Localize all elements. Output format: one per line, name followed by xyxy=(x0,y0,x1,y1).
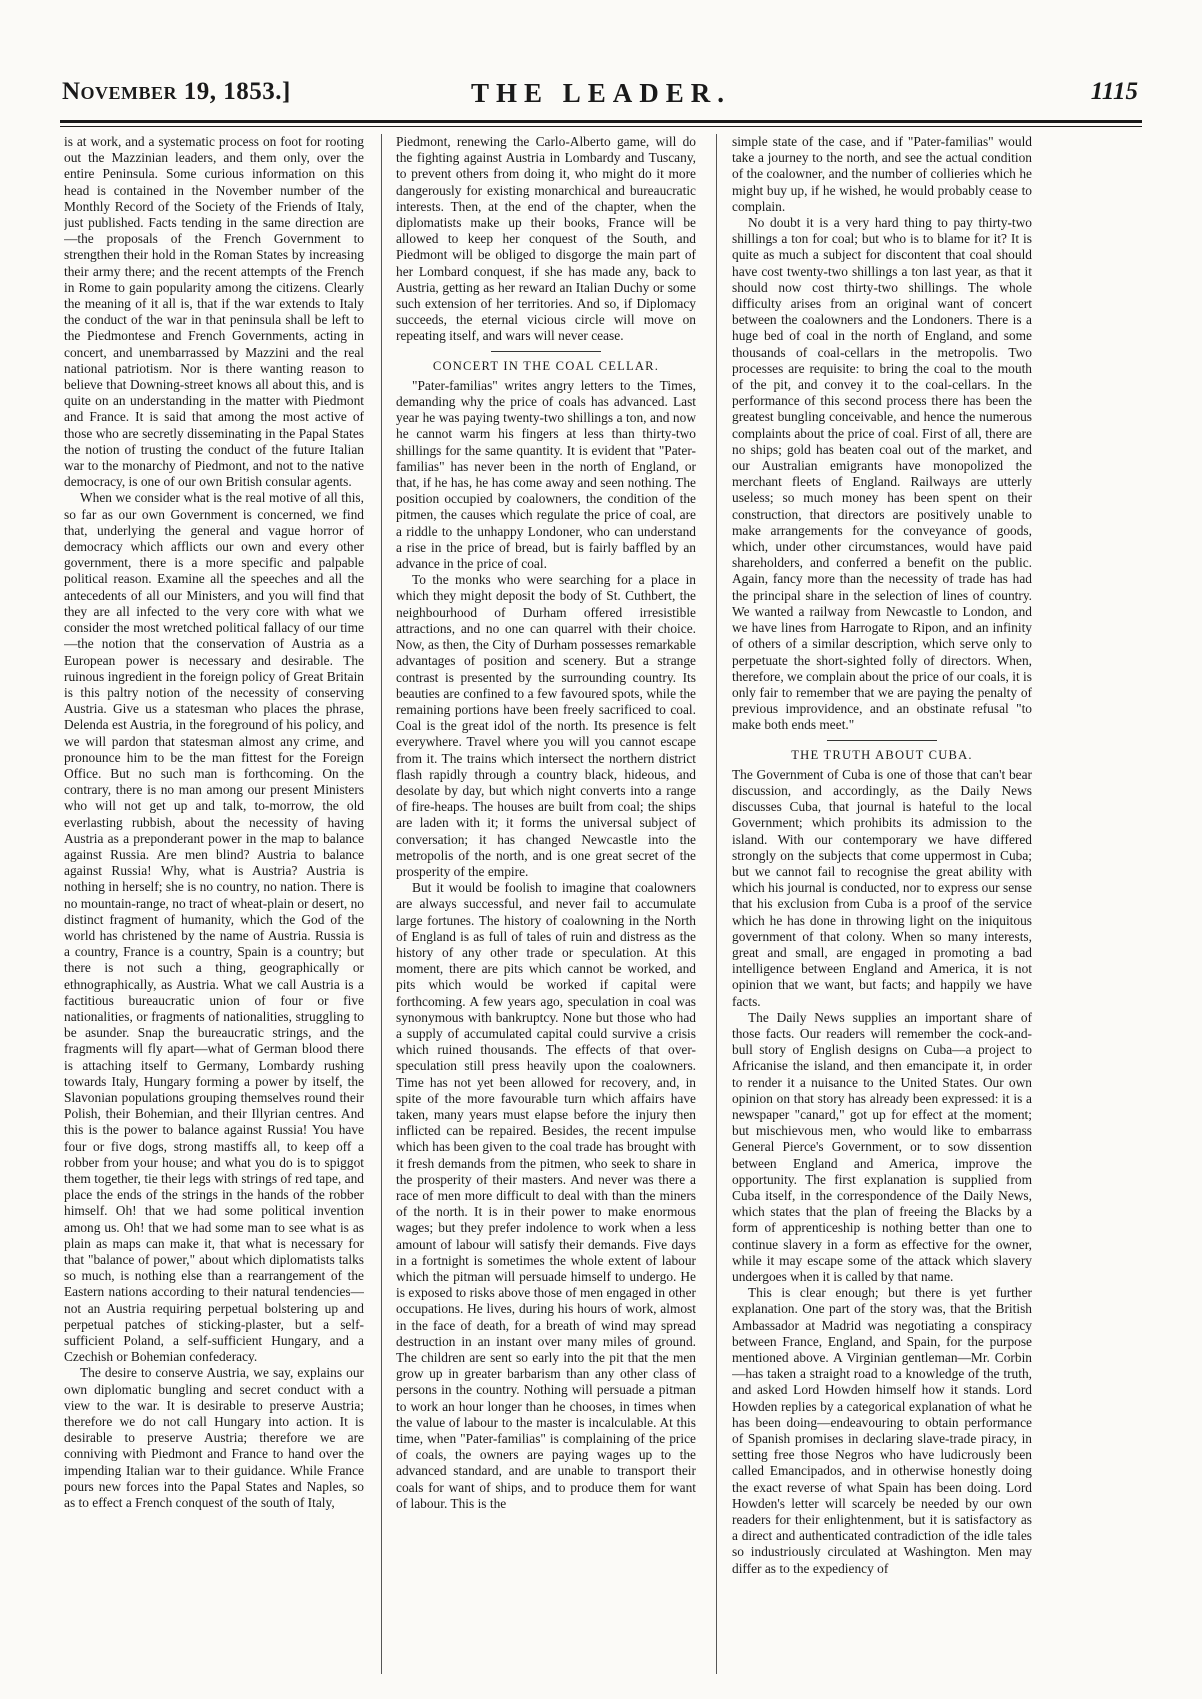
column-divider xyxy=(381,134,382,1674)
masthead-rule-thick xyxy=(60,120,1142,123)
paragraph: When we consider what is the real motive of all this, so far as our own Government is concerned, we find that, underlying the general and vague horror of democracy which afflicts our own and every other government, there is a more specific and palpable political reason. Examine all the speeches and all the antecedents of all our Ministers, and you will find that they are all infected to the very core with what we consider the most wretched political fallacy of our time—the notion that the conservation of Austria as a European power is necessary and desirable. The ruinous ingredient in the foreign policy of Great Britain is this paltry notion of the necessity of conserving Austria. Give us a statesman who places the phrase, Delenda est Austria, in the foreground of his policy, and we will pardon that statesman almost any crime, and pronounce him to be the man fittest for the Foreign Office. But no such man is forthcoming. On the contrary, there is no man among our present Ministers who will not get up and talk, to-morrow, the old everlasting rubbish, about the necessity of having Austria as a preponderant power in the map to balance against Russia. Are men blind? Austria to balance against Russia! Why, what is Austria? Austria is nothing in herself; she is no country, no nation. There is no mountain-range, no tract of wheat-plain or desert, no distinct fragment of humanity, which the God of the world has christened by the name of Austria. Russia is a country, France is a country, Spain is a country; but there is not such a thing, geographically or ethnographically, as Austria. What we call Austria is a factitious bureaucratic union of four or five nationalities, or fragments of nationalities, struggling to be asunder. Snap the bureaucratic strings, and the fragments will fly apart—what of German blood there is attaching itself to Germany, Lombardy rushing towards Italy, Hungary forming a power by itself, the Slavonian populations grouping themselves round their Polish, their Bohemian, and their Illyrian centres. And this is the power to balance against Russia! You have four or five dogs, strong mastiffs all, to keep off a robber from your house; and what you do is to spiggot them together, tie their legs with strings of red tape, and place the ends of the strings in the hands of the robber himself. Oh! that we had some political invention among us. Oh! that we had some man to see what is as plain as maps can make it, that what is necessary for that "balance of power," about which diplomatists talks so much, is nothing else than a rearrangement of the Eastern nations according to their natural tendencies—not an Austria requiring perpetual bolstering up and perpetual patches of sticking-plaster, but a self-sufficient Poland, a self-sufficient Hungary, and a Czechish or Bohemian confederacy. xyxy=(64,490,364,1365)
paragraph: This is clear enough; but there is yet further explanation. One part of the story was, that the British Ambassador at Madrid was negotiating a conspiracy between France, England, and Spain, for the purpose mentioned above. A Virginian gentleman—Mr. Corbin—has taken a straight road to a knowledge of the truth, and asked Lord Howden himself how it stands. Lord Howden replies by a categorical explanation of what he has been doing—endeavouring to obtain performance of Spanish promises in declaring slave-trade piracy, in setting free those Negros who have ludicrously been called Emancipados, and in otherwise honestly doing the exact reverse of what Spain has been doing. Lord Howden's letter will scarcely be needed by our own readers for their enlightenment, but it is satisfactory as a direct and authenticated contradiction of the idle tales so industriously circulated at Washington. Men may differ as to the expediency of xyxy=(732,1285,1032,1576)
paragraph: Piedmont, renewing the Carlo-Alberto game, will do the fighting against Austria in Lombardy and Tuscany, to prevent others from doing it, who might do it more dangerously for existing monarchical and bureaucratic interests. Then, at the end of the chapter, when the diplomatists make up their books, France will be allowed to keep her conquest of the South, and Piedmont will be obliged to disgorge the main part of her Lombard conquest, if she has made any, back to Austria, getting as her reward an Italian Duchy or some such extension of her territories. And so, if Diplomacy succeeds, the eternal vicious circle will move on repeating itself, and wars will never cease. xyxy=(396,134,696,344)
masthead xyxy=(60,78,1142,114)
paragraph: No doubt it is a very hard thing to pay thirty-two shillings a ton for coal; but who is to blame for it? It is quite as much a subject for discontent that coal should have cost twenty-two shillings a ton last year, as that it should now cost thirty-two shillings. The whole difficulty arises from an original want of concert between the coalowners and the Londoners. There is a huge bed of coal in the north of England, and some thousands of coal-cellars in the metropolis. Two processes are requisite: to bring the coal to the mouth of the pit, and convey it to the coal-cellars. In the performance of this second process there has been the greatest bungling conceivable, and hence the numerous complaints about the price of coal. First of all, there are no ships; gold has beaten coal out of the market, and our Australian emigrants have monopolized the merchant fleets of England. Railways are utterly useless; so much money has been spent on their construction, that directors are positively unable to make arrangements for the conveyance of goods, which, under other circumstances, would have paid shareholders, and conferred a benefit on the public. Again, fancy more than the necessity of trade has had the principal share in the selection of lines of country. We wanted a railway from Newcastle to London, and we have lines from Harrogate to Ripon, and an infinity of others of a similar description, which serve only to perpetuate the short-sighted folly of directors. When, therefore, we complain about the price of our coals, it is only fair to remember that we are paying the penalty of previous improvidence, and an obstinate refusal "to make both ends meet." xyxy=(732,215,1032,733)
paragraph: is at work, and a systematic process on foot for rooting out the Mazzinian leaders, and them only, over the entire Peninsula. Some curious information on this head is contained in the November number of the Monthly Record of the Society of the Friends of Italy, just published. Facts tending in the same direction are—the proposals of the French Government to strengthen their hold in the Roman States by increasing their army there; and the recent attempts of the French in Rome to gain popularity among the citizens. Clearly the meaning of it all is, that if the war extends to Italy the conduct of the war in that peninsula shall be left to the Piedmontese and French Governments, acting in concert, and unembarrassed by Mazzini and the real national patriotism. Nor is there wanting reason to believe that Downing-street knows all about this, and is quite on an understanding in the matter with Piedmont and France. It is said that among the most active of those who are secretly disseminating in the Papal States the notion of trusting the conduct of the future Italian war to the monarchy of Piedmont, and not to the native democracy, is one of our own British consular agents. xyxy=(64,134,364,490)
column-divider xyxy=(716,134,717,1674)
masthead-rule-thin xyxy=(60,126,1142,127)
issue-date: November 19, 1853.] xyxy=(62,78,291,105)
column-3 xyxy=(732,134,1032,1674)
paragraph: simple state of the case, and if "Pater-familias" would take a journey to the north, and see the actual condition of the coalowner, and the number of collieries which he might buy up, if he wished, he would probably cease to complain. xyxy=(732,134,1032,214)
paragraph: The Daily News supplies an important share of those facts. Our readers will remember the cock-and-bull story of English designs on Cuba—a project to Africanise the island, and then emancipate it, in order to render it a nuisance to the United States. Our own opinion on that story has already been expressed: it is a newspaper "canard," got up for effect at the moment; but mischievous men, who would like to embarrass General Pierce's Government, or to sow dissention between England and America, improve the opportunity. The first explanation is supplied from Cuba itself, in the correspondence of the Daily News, which states that the plan of freeing the Blacks by a form of apprenticeship is nothing better than one to continue slavery in a form as effective for the owner, while it may escape some of the attack which slavery undergoes when it is called by that name. xyxy=(732,1009,1032,1285)
paragraph: The Government of Cuba is one of those that can't bear discussion, and accordingly, as the Daily News discusses Cuba, that journal is hateful to the local Government; which prohibits its admission to the island. With our contemporary we have differed strongly on the subjects that come uppermost in Cuba; but we cannot fail to recognise the great ability with which his journal is conducted, nor to express our sense that his exclusion from Cuba is a proof of the service which he has done in throwing light on the iniquitous government of that colony. When so many interests, great and small, are engaged in promoting a bad intelligence between England and America, it is not opinion that we want, but facts; and happily we have facts. xyxy=(732,766,1032,1009)
page-number: 1115 xyxy=(1090,78,1138,105)
paragraph: To the monks who were searching for a place in which they might deposit the body of St. Cuthbert, the neighbourhood of Durham offered irresistible attractions, and no one can quarrel with their choice. Now, as then, the City of Durham possesses remarkable advantages of position and scenery. But a strange contrast is presented by the surrounding country. Its beauties are confined to a few favoured spots, while the remaining portions have been freely sacrificed to coal. Coal is the great idol of the north. Its presence is felt everywhere. Travel where you will you cannot escape from it. The trains which intersect the northern district flash rapidly through a country black, hideous, and desolate by day, but which night converts into a range of fire-heaps. The houses are built from coal; the ships are laden with it; it forms the universal subject of conversation; it has changed Newcastle into the metropolis of the north, and is one great secret of the prosperity of the empire. xyxy=(396,572,696,879)
column-2 xyxy=(396,134,696,1674)
article-heading: THE TRUTH ABOUT CUBA. xyxy=(791,747,973,762)
section-divider xyxy=(827,740,937,741)
newspaper-title: THE LEADER. xyxy=(470,78,732,108)
paragraph: "Pater-familias" writes angry letters to the Times, demanding why the price of coals has advanced. Last year he was paying twenty-two shillings a ton, and now he cannot warm his fingers at less than thirty-two shillings for the same quantity. It is evident that "Pater-familias" has never been in the north of England, or that, if he has, he has come away and seen nothing. The position occupied by coalowners, the condition of the pitmen, the causes which regulate the price of coal, are a riddle to the unhappy Londoner, who can understand a rise in the price of bread, but is fairly baffled by an advance in the price of coal. xyxy=(396,377,696,572)
section-divider xyxy=(491,351,601,352)
paragraph: But it would be foolish to imagine that coalowners are always successful, and never fail to accumulate large fortunes. The history of coalowning in the North of England is as full of tales of ruin and distress as the history of any other trade or speculation. At this moment, there are pits which cannot be worked, and pits which would be worked if capital were forthcoming. A few years ago, speculation in coal was synonymous with bankruptcy. None but those who had a supply of accumulated capital could survive a crisis which ruined thousands. The effects of that over-speculation still press heavily upon the coalowners. Time has not yet been allowed for recovery, and, in spite of the more favourable turn which affairs have taken, many years must elapse before the injury then inflicted can be repaired. Besides, the recent impulse which has been given to the coal trade has brought with it fresh demands from the pitmen, who seek to share in the prosperity of their masters. And never was there a race of men more difficult to deal with than the miners of the north. It is in their power to make enormous wages; but they prefer indolence to work when a less amount of labour will satisfy their demands. Five days in a fortnight is sometimes the whole extent of labour which the pitman will persuade himself to undergo. He is exposed to risks above those of men engaged in other occupations. He lives, during his hours of work, almost in the face of death, for a breath of wind may spread destruction in an instant over many miles of ground. The children are sent so early into the pit that the men grow up in greater barbarism than any other class of persons in the country. Nothing will persuade a pitman to work an hour longer than he chooses, in times when the value of labour to the master is incalculable. At this time, when "Pater-familias" is complaining of the price of coals, the owners are paying wages up to the advanced standard, and are unable to transport their coals for want of ships, and to produce them for want of labour. This is the xyxy=(396,880,696,1511)
column-1 xyxy=(64,134,364,1674)
article-heading: CONCERT IN THE COAL CELLAR. xyxy=(432,358,660,373)
paragraph: The desire to conserve Austria, we say, explains our own diplomatic bungling and secret conduct with a view to the war. It is desirable to preserve Austria; therefore we do not call Hungary into action. It is desirable to preserve Austria; therefore we are conniving with Piedmont and France to hand over the impending Italian war to their guidance. While France pours new forces into the Papal States and Naples, so as to effect a French conquest of the south of Italy, xyxy=(64,1365,364,1511)
